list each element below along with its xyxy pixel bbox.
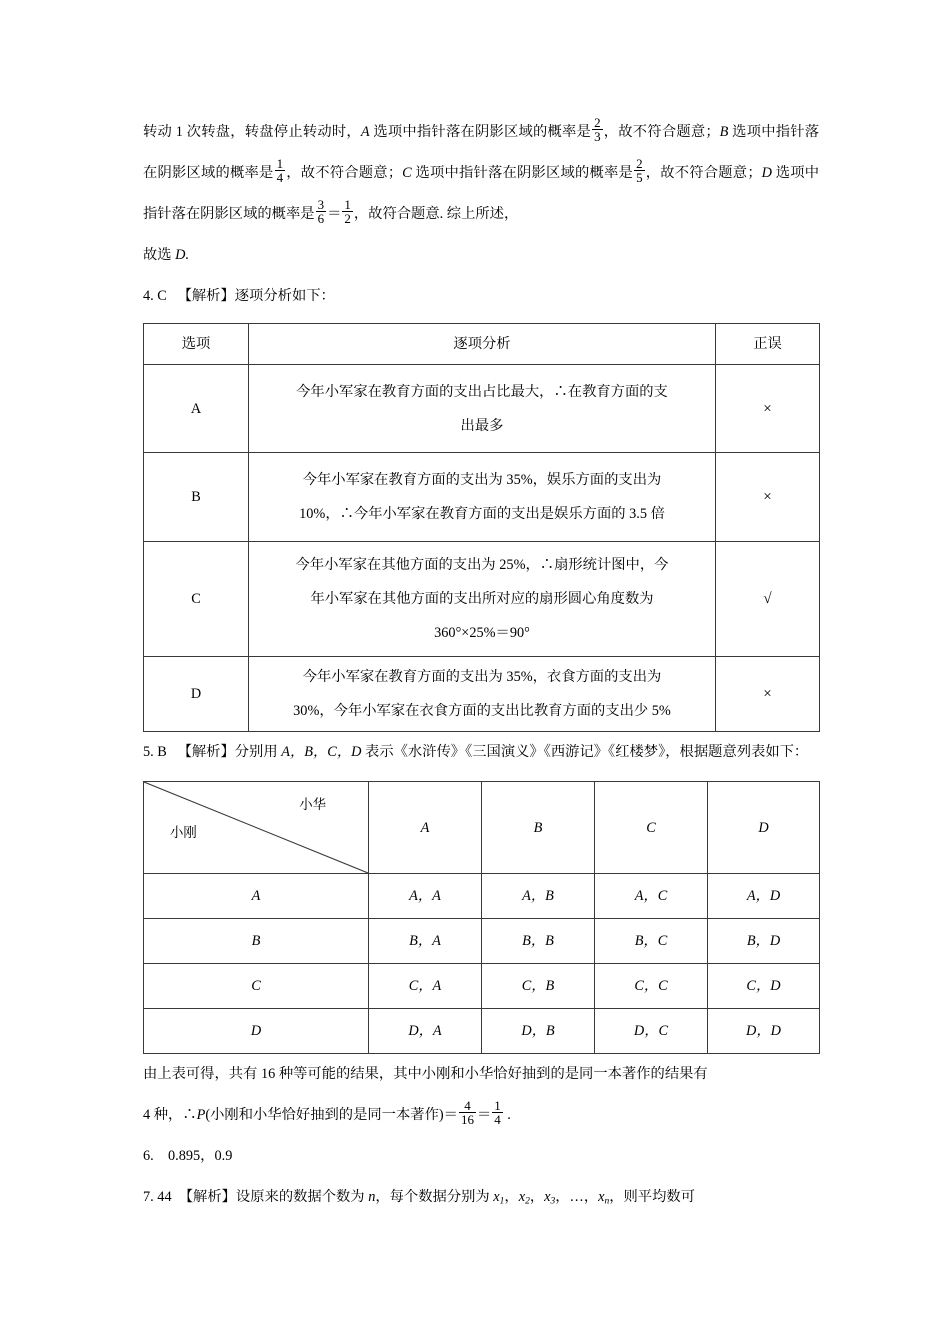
answer-3-paragraph: [143, 0, 819, 235]
outcomes-table-wrapper: [143, 781, 819, 1054]
fraction-1-2: [342, 198, 353, 225]
answer-5-probability: [143, 1095, 819, 1136]
fraction-denominator: 6: [317, 211, 325, 227]
text-run: 题意列表如下：: [708, 744, 809, 760]
text-run: ，故不符合题意；: [286, 165, 403, 181]
answer-7-number: 7. 44: [143, 1189, 172, 1205]
italic-D: D: [761, 165, 772, 181]
cell-analysis: [249, 542, 716, 657]
row-axis-label: 小刚: [170, 825, 197, 840]
equals-sign: ＝: [476, 1107, 492, 1123]
cell-verdict: ×: [716, 657, 820, 732]
answer-5-number: 5. B: [143, 744, 167, 760]
variable-x1: x: [493, 1189, 500, 1205]
table-row: [144, 874, 820, 919]
text-run: ，每个数据分别为: [375, 1189, 494, 1205]
analysis-line: 今年小军家在其他方面的支出为 25%，∴扇形统计图中，今: [295, 557, 669, 573]
text-run: 【解析】设原来的数据个数为: [171, 1189, 369, 1205]
row-header-D: D: [144, 1009, 369, 1054]
outcome-cell: B，C: [595, 919, 708, 964]
italic-B: B: [719, 124, 729, 140]
text-run: 由上表可得，共有 16 种等可能的结果，其中小刚和小华恰好抽到的是同一本著作的结果有: [143, 1066, 708, 1082]
fraction-denominator: 4: [276, 170, 284, 186]
subscript-n: n: [604, 1196, 610, 1207]
outcome-cell: A，A: [369, 874, 482, 919]
outcome-cell: C，A: [369, 964, 482, 1009]
equals-sign: ＝: [327, 206, 342, 222]
fraction-numerator: 2: [594, 115, 601, 131]
outcome-cell: A，B: [482, 874, 595, 919]
row-header-A: A: [144, 874, 369, 919]
text-run: 故选: [143, 247, 176, 263]
answer-5-heading: [143, 732, 819, 773]
outcome-cell: A，D: [708, 874, 820, 919]
fraction-2-3: [592, 116, 603, 143]
analysis-line: 今年小军家在教育方面的支出为 35%，衣食方面的支出为: [302, 669, 662, 685]
text-run: ，故符合题意. 综上所述，: [353, 206, 519, 222]
fraction-numerator: 2: [636, 156, 643, 172]
fraction-denominator: 4: [494, 1112, 501, 1128]
cell-option: B: [144, 453, 249, 542]
table-row: [144, 365, 820, 453]
table-row: [144, 657, 820, 732]
variable-x3: x: [544, 1189, 551, 1205]
diagonal-header-cell: [144, 782, 369, 874]
outcome-cell: B，D: [708, 919, 820, 964]
analysis-table: [143, 323, 820, 732]
answer-4-label: 【解析】逐项分析如下：: [177, 288, 335, 304]
outcome-cell: C，D: [708, 964, 820, 1009]
outcome-cell: D，C: [595, 1009, 708, 1054]
text-run: 4 种，∴: [143, 1107, 197, 1123]
fraction-3-6: [316, 198, 327, 225]
cell-verdict: √: [716, 542, 820, 657]
outcome-cell: C，C: [595, 964, 708, 1009]
table-header-row: [144, 782, 820, 874]
text-run: 选项中指针落在阴影区域的概率是: [143, 124, 820, 181]
analysis-line: 10%，∴今年小军家在教育方面的支出是娱乐方面的 3.5 倍: [299, 506, 665, 522]
subscript-3: 3: [550, 1196, 556, 1207]
text-run: 表示《水浒传》《三国演义》《西游记》《红楼梦》，根据: [361, 744, 709, 760]
fraction-denominator: 5: [636, 170, 643, 186]
italic-D: D.: [175, 247, 190, 263]
text-run: .: [503, 1107, 511, 1123]
fraction-numerator: 1: [276, 156, 284, 172]
italic-C: C: [402, 165, 412, 181]
header-analysis: 逐项分析: [249, 324, 716, 365]
answer-4-number: 4. C: [143, 288, 167, 304]
fraction-denominator: 16: [460, 1112, 474, 1128]
outcome-cell: A，C: [595, 874, 708, 919]
italic-ABCD: A，B，C，D: [281, 744, 362, 760]
answer-7-line: 7. 44 【解析】设原来的数据个数为 n，每个数据分别为 $x_1$，$x_2$，$x_3$，…，$x_n$，则平均数可: [143, 1189, 695, 1207]
fraction-numerator: 1: [344, 197, 351, 213]
outcome-cell: C，B: [482, 964, 595, 1009]
text-run: ，故不符合题意；: [603, 124, 720, 140]
column-header-D: D: [708, 782, 820, 874]
table-header-row: [144, 324, 820, 365]
text-run: ，则平均数可: [609, 1189, 695, 1205]
analysis-line: 今年小军家在教育方面的支出占比最大，∴在教育方面的支: [296, 383, 668, 400]
analysis-table-wrapper: [143, 323, 819, 732]
analysis-line: 年小军家在其他方面的支出所对应的扇形圆心角度数为: [310, 591, 654, 607]
fraction-4-16: [459, 1099, 476, 1126]
answer-6-text: 6. 0.895，0.9: [143, 1148, 233, 1164]
fraction-numerator: 1: [494, 1098, 501, 1114]
header-option: 选项: [144, 324, 249, 365]
variable-x2: x: [518, 1189, 526, 1205]
subscript-2: 2: [525, 1196, 530, 1207]
table-row: [144, 964, 820, 1009]
analysis-line: 360°×25%＝90°: [434, 625, 530, 641]
cell-option: D: [144, 657, 249, 732]
analysis-line: 今年小军家在教育方面的支出为 35%，娱乐方面的支出为: [302, 472, 662, 488]
table-row: [144, 542, 820, 657]
document-page: [143, 0, 819, 1344]
cell-option: C: [144, 542, 249, 657]
outcomes-table: [143, 781, 820, 1054]
cell-verdict: ×: [716, 453, 820, 542]
header-verdict: 正误: [716, 324, 820, 365]
outcome-cell: D，D: [708, 1009, 820, 1054]
column-header-C: C: [595, 782, 708, 874]
outcome-cell: D，B: [482, 1009, 595, 1054]
table-row: [144, 1009, 820, 1054]
text-run: 选项中指针落在阴影区域的概率是: [143, 165, 820, 222]
ellipsis: …，: [569, 1189, 599, 1205]
text-run: 选项中指针落在阴影区域的概率是: [369, 124, 592, 140]
table-row: [144, 453, 820, 542]
column-axis-label: 小华: [299, 797, 326, 812]
column-header-B: B: [482, 782, 595, 874]
row-header-C: C: [144, 964, 369, 1009]
cell-verdict: ×: [716, 365, 820, 453]
text-run: 选项中指针落在阴影区域的概率: [411, 165, 619, 181]
fraction-numerator: 4: [464, 1098, 471, 1114]
outcome-cell: B，B: [482, 919, 595, 964]
column-header-A: A: [369, 782, 482, 874]
fraction-2-5: [634, 157, 645, 184]
italic-P: P: [196, 1107, 206, 1123]
cell-analysis: [249, 657, 716, 732]
fraction-numerator: 3: [317, 197, 325, 213]
text-run: (小刚和小华恰好抽到的是同一本著作)＝: [205, 1107, 458, 1123]
outcome-cell: B，A: [369, 919, 482, 964]
text-run: 【解析】分别用: [177, 744, 282, 760]
text-run: ，故不符合题意；: [645, 165, 762, 181]
text-run: 是: [618, 165, 634, 181]
outcome-cell: D，A: [369, 1009, 482, 1054]
fraction-1-4: [492, 1099, 503, 1126]
text-run: 转动 1 次转盘，转盘停止转动时，: [143, 124, 361, 140]
cell-option: A: [144, 365, 249, 453]
cell-analysis: [249, 365, 716, 453]
italic-n: n: [368, 1189, 376, 1205]
answer-3-conclusion: [143, 235, 819, 276]
table-row: [144, 919, 820, 964]
variable-xn: x: [598, 1189, 605, 1205]
analysis-line: 出最多: [460, 417, 504, 434]
answer-4-heading: [143, 276, 819, 317]
row-header-B: B: [144, 919, 369, 964]
cell-analysis: [249, 453, 716, 542]
subscript-1: 1: [499, 1196, 505, 1207]
fraction-denominator: 2: [344, 211, 351, 227]
italic-A: A: [360, 124, 370, 140]
fraction-1-4: [275, 157, 286, 184]
fraction-denominator: 3: [594, 129, 601, 145]
answer-6-line: [143, 1136, 819, 1177]
answer-5-conclusion: [143, 1054, 819, 1095]
analysis-line: 30%，今年小军家在衣食方面的支出比教育方面的支出少 5%: [293, 703, 671, 719]
